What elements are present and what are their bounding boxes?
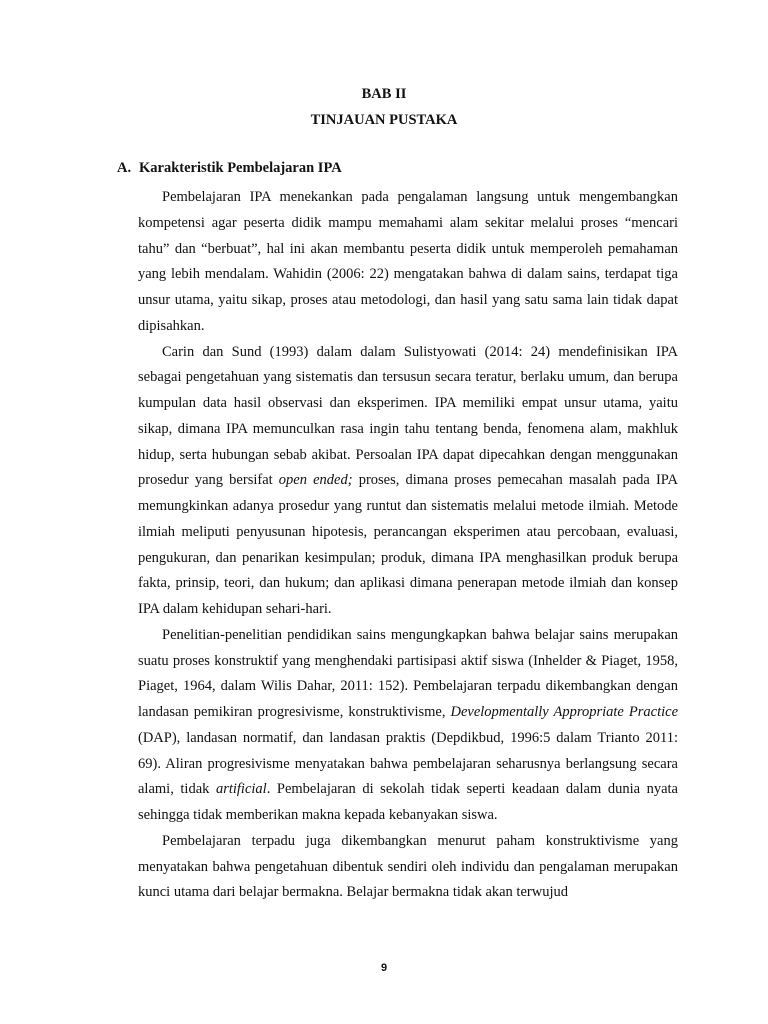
chapter-number: BAB II	[361, 86, 407, 102]
paragraph-3-part1: Penelitian-penelitian pendidikan sains mengungkapkan bahwa belajar sains merupakan suatu proses konstruktif yang menghendaki partisipasi aktif siswa (Inhelder & Piaget, 1958, Piaget, 1964, dalam Wilis Dahar, 2011: 152). Pembelajaran terpadu dikembangkan dengan landasan pemikiran progresivisme, konstruktivisme,	[138, 626, 678, 720]
page-number: 9	[380, 962, 388, 974]
paragraph-3-part2: (DAP), landasan normatif, dan landasan praktis (Depdikbud, 1996:5 dalam Trianto 2011: 69). Aliran progresivisme menyatakan bahwa pembelajaran seharusnya berlangsung secara alami, tidak	[138, 729, 678, 798]
section-letter: A.	[117, 160, 132, 176]
paragraph-2-part2: proses, dimana proses pemecahan masalah pada IPA memungkinkan adanya prosedur yang runtut dan sistematis melalui metode ilmiah. Metode ilmiah meliputi penyusunan hipotesis, perancangan eksperimen atau percobaan, evaluasi, pengukuran, dan penarikan kesimpulan; produk, dimana IPA menghasilkan produk berupa fakta, prinsip, teori, dan hukum; dan aplikasi dimana penerapan metode ilmiah dan konsep IPA dalam kehidupan sehari-hari.	[138, 472, 678, 617]
paragraph-1: Pembelajaran IPA menekankan pada pengalaman langsung untuk mengembangkan kompetensi agar peserta didik mampu memahami alam sekitar melalui proses “mencari tahu” dan “berbuat”, hal ini akan membantu peserta didik untuk memperoleh pemahaman yang lebih mendalam. Wahidin (2006: 22) mengatakan bahwa di dalam sains, terdapat tiga unsur utama, yaitu sikap, proses atau metodologi, dan hasil yang satu sama lain tidak dapat dipisahkan.	[138, 189, 678, 334]
paragraph-3	[138, 623, 678, 829]
paragraph-3-italic-2: artificial	[215, 781, 267, 798]
paragraph-2-part1: Carin dan Sund (1993) dalam dalam Sulistyowati (2014: 24) mendefinisikan IPA sebagai pengetahuan yang sistematis dan tersusun secara teratur, berlaku umum, dan berupa kumpulan data hasil observasi dan eksperimen. IPA memiliki empat unsur utama, yaitu sikap, dimana IPA memunculkan rasa ingin tahu tentang benda, fenomena alam, makhluk hidup, serta hubungan sebab akibat. Persoalan IPA dapat dipecahkan dengan menggunakan prosedur yang bersifat	[138, 343, 678, 489]
paragraph-2	[138, 340, 678, 623]
section-title: Karakteristik Pembelajaran IPA	[139, 160, 342, 176]
body-text	[138, 185, 678, 906]
section-heading	[117, 160, 342, 177]
paragraph-3-part3: . Pembelajaran di sekolah tidak seperti keadaan dalam dunia nyata sehingga tidak memberikan makna kepada kebanyakan siswa.	[138, 781, 678, 823]
paragraph-3-italic-1: Developmentally Appropriate Practice	[450, 704, 679, 720]
paragraph-4: Pembelajaran terpadu juga dikembangkan menurut paham konstruktivisme yang menyatakan bahwa pengetahuan dibentuk sendiri oleh individu dan pengalaman merupakan kunci utama dari belajar bermakna. Belajar bermakna tidak akan terwujud	[138, 832, 678, 901]
chapter-title: TINJAUAN PUSTAKA	[310, 112, 458, 128]
paragraph-2-italic: open ended;	[278, 472, 353, 489]
